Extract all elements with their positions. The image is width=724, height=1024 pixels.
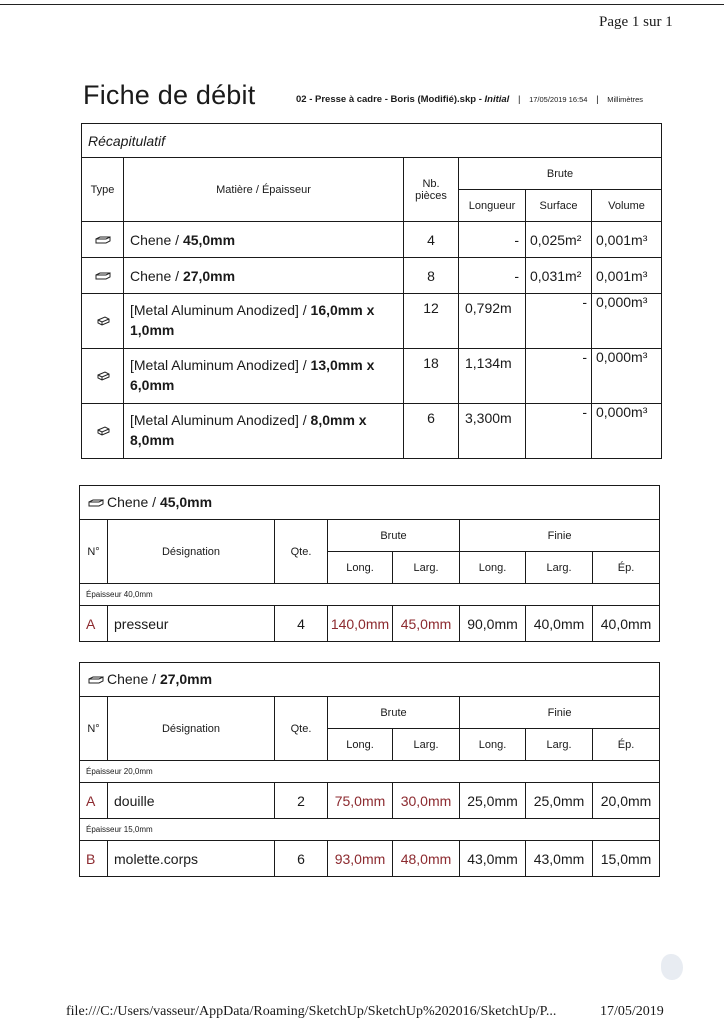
header-raw: Brute [328, 697, 460, 729]
part-fin-thick: 20,0mm [593, 783, 660, 819]
part-fin-long: 90,0mm [460, 606, 526, 642]
header-no: N° [80, 697, 108, 761]
section-title [80, 486, 660, 520]
page-number: Page 1 sur 1 [599, 14, 673, 30]
meta-separator: | [596, 94, 599, 105]
material-cell [124, 294, 404, 349]
header-qty: Qte. [275, 697, 328, 761]
length-cell: - [459, 258, 526, 294]
units: Millimètres [607, 95, 644, 104]
length-cell: 0,792m [459, 294, 526, 349]
thickness-group-label: Épaisseur 20,0mm [80, 761, 660, 783]
part-fin-long: 43,0mm [460, 841, 526, 877]
header-type: Type [82, 158, 124, 222]
header-raw-long: Long. [328, 552, 393, 584]
meta-dash: - [478, 94, 482, 105]
footer-path: file:///C:/Users/vasseur/AppData/Roaming/SketchUp/SketchUp%202016/SketchUp/P... [66, 1004, 557, 1019]
part-row [80, 841, 660, 877]
section-header-row [80, 520, 660, 552]
volume-cell: 0,001m³ [592, 258, 662, 294]
part-id: A [80, 783, 108, 819]
surface-cell: - [526, 404, 592, 459]
material-cell [124, 258, 404, 294]
section-table [79, 662, 660, 877]
part-raw-width: 48,0mm [393, 841, 460, 877]
pieces-cell: 18 [404, 349, 459, 404]
part-fin-width: 25,0mm [526, 783, 593, 819]
type-cell [82, 349, 124, 404]
part-fin-long: 25,0mm [460, 783, 526, 819]
type-cell [82, 294, 124, 349]
board-icon [88, 672, 104, 688]
summary-row [82, 294, 662, 349]
header-fin-width: Larg. [526, 552, 593, 584]
thickness-group-row [80, 819, 660, 841]
top-rule [0, 4, 724, 5]
bar-icon [96, 424, 110, 440]
board-icon [88, 495, 104, 511]
section-title [80, 663, 660, 697]
section-name: Chene / [107, 493, 160, 510]
bar-icon [96, 314, 110, 330]
part-fin-width: 43,0mm [526, 841, 593, 877]
header-designation: Désignation [108, 697, 275, 761]
material-thickness: 27,0mm [182, 267, 236, 284]
print-datetime: 17/05/2019 16:54 [529, 95, 588, 104]
thickness-group-label: Épaisseur 40,0mm [80, 584, 660, 606]
header-no: N° [80, 520, 108, 584]
part-fin-width: 40,0mm [526, 606, 593, 642]
header-length: Longueur [459, 190, 526, 222]
material-name: Chene / [130, 267, 183, 284]
part-fin-thick: 15,0mm [593, 841, 660, 877]
part-raw-long: 75,0mm [328, 783, 393, 819]
section-header-row [80, 697, 660, 729]
volume-cell: 0,000m³ [592, 404, 662, 459]
part-qty: 6 [275, 841, 328, 877]
volume-cell: 0,000m³ [592, 294, 662, 349]
summary-row [82, 349, 662, 404]
header-raw-width: Larg. [393, 552, 460, 584]
summary-title: Récapitulatif [82, 124, 662, 158]
header-fin-thick: Ép. [593, 552, 660, 584]
header-surface: Surface [526, 190, 592, 222]
material-name: Chene / [130, 231, 183, 248]
material-thickness: 8,0mm x 8,0mm [130, 412, 367, 448]
length-cell: 1,134m [459, 349, 526, 404]
part-designation: douille [108, 783, 275, 819]
pieces-cell: 8 [404, 258, 459, 294]
section-thickness: 45,0mm [159, 493, 213, 510]
part-fin-thick: 40,0mm [593, 606, 660, 642]
material-cell [124, 404, 404, 459]
section-title-row [80, 486, 660, 520]
bar-icon [96, 369, 110, 385]
surface-cell: 0,031m² [526, 258, 592, 294]
material-name: [Metal Aluminum Anodized] / [130, 412, 311, 428]
part-raw-long: 140,0mm [328, 606, 393, 642]
thickness-group-label: Épaisseur 15,0mm [80, 819, 660, 841]
material-thickness: 13,0mm x 6,0mm [130, 357, 375, 393]
material-name: [Metal Aluminum Anodized] / [130, 357, 311, 373]
header-raw-width: Larg. [393, 729, 460, 761]
type-cell [82, 222, 124, 258]
surface-cell: 0,025m² [526, 222, 592, 258]
part-qty: 4 [275, 606, 328, 642]
footer-date: 17/05/2019 [600, 1004, 664, 1019]
summary-row [82, 258, 662, 294]
header-fin-thick: Ép. [593, 729, 660, 761]
summary-body [82, 222, 662, 459]
part-id: A [80, 606, 108, 642]
thickness-group-row [80, 584, 660, 606]
part-qty: 2 [275, 783, 328, 819]
part-id: B [80, 841, 108, 877]
part-raw-width: 30,0mm [393, 783, 460, 819]
file-state: Initial [484, 94, 510, 105]
surface-cell: - [526, 349, 592, 404]
header-volume: Volume [592, 190, 662, 222]
section-title-row [80, 663, 660, 697]
header-qty: Qte. [275, 520, 328, 584]
surface-cell: - [526, 294, 592, 349]
header-material: Matière / Épaisseur [124, 158, 404, 222]
length-cell: 3,300m [459, 404, 526, 459]
part-designation: molette.corps [108, 841, 275, 877]
summary-row [82, 222, 662, 258]
material-thickness: 16,0mm x 1,0mm [130, 302, 375, 338]
material-cell [124, 349, 404, 404]
header-fin-long: Long. [460, 552, 526, 584]
pieces-cell: 6 [404, 404, 459, 459]
material-thickness: 45,0mm [182, 231, 236, 248]
header-finished: Finie [460, 520, 660, 552]
header-fin-long: Long. [460, 729, 526, 761]
type-cell [82, 404, 124, 459]
part-designation: presseur [108, 606, 275, 642]
header-raw: Brute [328, 520, 460, 552]
part-row [80, 606, 660, 642]
thickness-group-row [80, 761, 660, 783]
header-designation: Désignation [108, 520, 275, 584]
header-fin-width: Larg. [526, 729, 593, 761]
length-cell: - [459, 222, 526, 258]
part-raw-width: 45,0mm [393, 606, 460, 642]
volume-cell: 0,000m³ [592, 349, 662, 404]
type-cell [82, 258, 124, 294]
summary-row [82, 404, 662, 459]
document-meta [296, 94, 643, 105]
header-pieces: Nb. pièces [404, 158, 459, 222]
meta-separator: | [517, 94, 521, 105]
header-raw-long: Long. [328, 729, 393, 761]
board-icon [95, 232, 111, 248]
pieces-cell: 4 [404, 222, 459, 258]
section-thickness: 27,0mm [159, 670, 213, 687]
volume-cell: 0,001m³ [592, 222, 662, 258]
scan-smudge [661, 954, 683, 980]
material-cell [124, 222, 404, 258]
summary-table [81, 123, 662, 459]
section-name: Chene / [107, 670, 160, 687]
part-raw-long: 93,0mm [328, 841, 393, 877]
material-name: [Metal Aluminum Anodized] / [130, 302, 311, 318]
file-name: 02 - Presse à cadre - Boris (Modifié).skp [296, 94, 477, 105]
section-table [79, 485, 660, 642]
header-finished: Finie [460, 697, 660, 729]
board-icon [95, 268, 111, 284]
pieces-cell: 12 [404, 294, 459, 349]
page-title: Fiche de débit [83, 80, 256, 110]
part-row [80, 783, 660, 819]
header-raw: Brute [459, 158, 662, 190]
